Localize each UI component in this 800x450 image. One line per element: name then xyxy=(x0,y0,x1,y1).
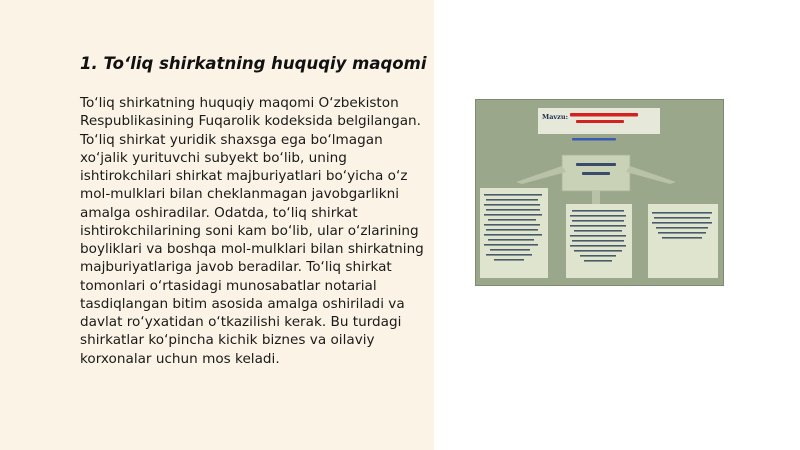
slide-body-text: To‘liq shirkatning huquqiy maqomi O‘zbekiston Respublikasining Fuqarolik kodeksida belgilangan. To‘liq shirkat yuridik shaxsga ega bo‘lmagan xo‘jalik yurituvchi subyekt bo‘lib, uning ishtirokchilari shirkat majburiyatlari bo‘yicha o‘z mol-mulklari bilan cheklanmagan javobgarlikni amalga oshiradilar. Odatda, to‘liq shirkat ishtirokchilarining soni kam bo‘lib, ular o‘zlarining boyliklari va boshqa mol-mulklari bilan shirkatning majburiyatlariga javob beradilar. To‘liq shirkat tomonlari o‘rtasidagi munosabatlar notarial tasdiqlangan bitim asosida amalga oshiriladi va davlat ro‘yxatidan o‘tkazilishi kerak. Bu turdagi shirkatlar ko‘pincha kichik biznes va oilaviy korxonalar uchun mos keladi. xyxy=(80,95,424,367)
diagram-connector-left xyxy=(516,166,566,184)
diagram-center-text-line xyxy=(576,163,616,166)
diagram-red-text-line xyxy=(576,120,624,123)
diagram-red-text-line xyxy=(570,113,638,117)
diagram-right-box xyxy=(648,204,718,278)
diagram-connector-middle xyxy=(592,191,600,204)
diagram-image xyxy=(475,99,724,286)
diagram-header-label: Mavzu: xyxy=(542,113,568,121)
diagram-blue-text-line xyxy=(572,138,616,141)
diagram-left-box xyxy=(480,188,548,278)
diagram-connector-right xyxy=(626,166,676,184)
diagram-graphic xyxy=(476,100,723,285)
diagram-center-text-line xyxy=(582,172,610,175)
slide-title: 1. To‘liq shirkatning huquqiy maqomi xyxy=(80,54,427,73)
